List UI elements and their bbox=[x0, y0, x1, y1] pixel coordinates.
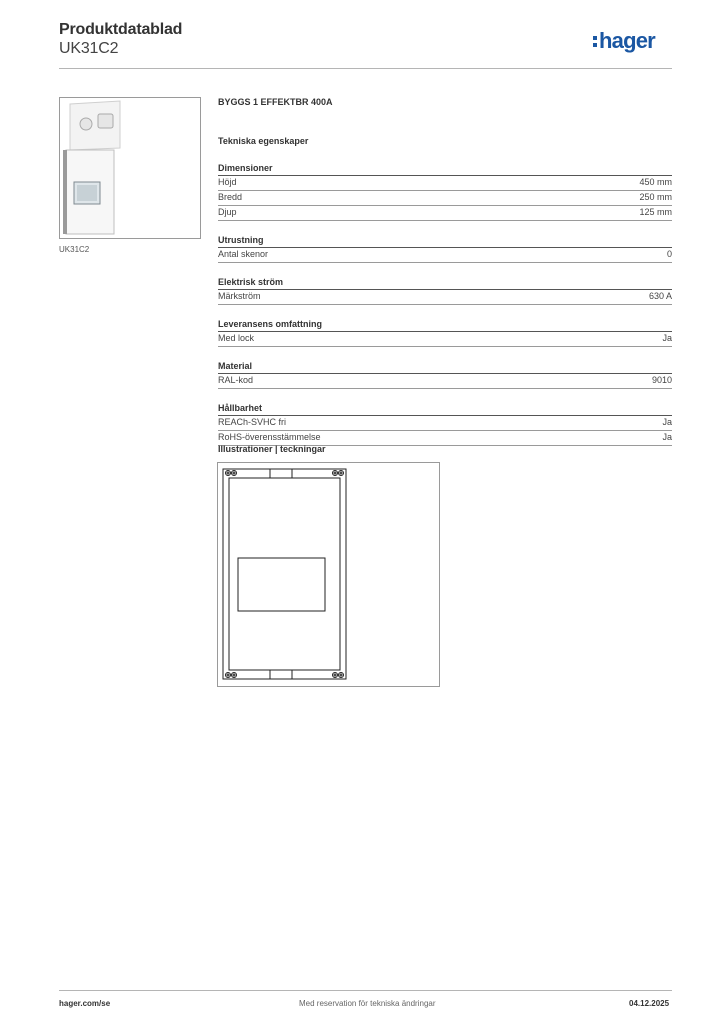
spec-section-title: Elektrisk ström bbox=[218, 277, 672, 290]
spec-label: REACh-SVHC fri bbox=[218, 417, 287, 427]
specs-heading: Tekniska egenskaper bbox=[218, 136, 309, 146]
spec-section-title: Material bbox=[218, 361, 672, 374]
spec-value: 630 A bbox=[648, 291, 672, 301]
spec-label: RoHS-överensstämmelse bbox=[218, 432, 321, 442]
product-code-subtitle: UK31C2 bbox=[59, 40, 119, 57]
spec-value: Ja bbox=[662, 333, 672, 343]
footer-date: 04.12.2025 bbox=[629, 999, 670, 1008]
enclosure-front-drawing bbox=[218, 463, 439, 686]
spec-value: 125 mm bbox=[639, 207, 672, 217]
footer-website-link[interactable]: hager.com/se bbox=[59, 999, 111, 1008]
spec-row bbox=[218, 248, 672, 263]
spec-section-title: Hållbarhet bbox=[218, 403, 672, 416]
spec-label: RAL-kod bbox=[218, 375, 254, 385]
image-caption: UK31C2 bbox=[59, 245, 90, 254]
header-divider bbox=[59, 68, 672, 69]
spec-label: Antal skenor bbox=[218, 249, 269, 259]
spec-row bbox=[218, 416, 672, 431]
spec-section-electric-current bbox=[218, 277, 672, 305]
logo-dots-icon bbox=[593, 36, 597, 47]
spec-value: Ja bbox=[662, 432, 672, 442]
spec-section-equipment bbox=[218, 235, 672, 263]
spec-label: Märkström bbox=[218, 291, 261, 301]
spec-section-title: Dimensioner bbox=[218, 163, 672, 176]
spec-label: Bredd bbox=[218, 192, 243, 202]
spec-row bbox=[218, 290, 672, 305]
spec-value: 450 mm bbox=[639, 177, 672, 187]
product-name: BYGGS 1 EFFEKTBR 400A bbox=[218, 97, 333, 107]
spec-label: Höjd bbox=[218, 177, 237, 187]
spec-section-sustainability bbox=[218, 403, 672, 446]
spec-section-material bbox=[218, 361, 672, 389]
hager-logo bbox=[593, 28, 655, 54]
spec-row bbox=[218, 191, 672, 206]
spec-label: Djup bbox=[218, 207, 237, 217]
specifications-panel bbox=[218, 97, 672, 460]
footer-divider bbox=[59, 990, 672, 991]
spec-row bbox=[218, 374, 672, 389]
product-image bbox=[59, 97, 201, 239]
spec-section-title: Utrustning bbox=[218, 235, 672, 248]
spec-value: 9010 bbox=[651, 375, 672, 385]
spec-label: Med lock bbox=[218, 333, 255, 343]
spec-section-title: Leveransens omfattning bbox=[218, 319, 672, 332]
illustrations-title: Illustrationer | teckningar bbox=[218, 444, 326, 454]
spec-row bbox=[218, 206, 672, 221]
logo-text: hager bbox=[599, 28, 655, 53]
spec-row bbox=[218, 332, 672, 347]
product-photo-illustration bbox=[60, 98, 200, 238]
spec-value: 0 bbox=[666, 249, 672, 259]
page-title: Produktdatablad bbox=[59, 21, 183, 38]
spec-section-dimensions bbox=[218, 163, 672, 221]
spec-value: 250 mm bbox=[639, 192, 672, 202]
spec-section-delivery-scope bbox=[218, 319, 672, 347]
spec-value: Ja bbox=[662, 417, 672, 427]
technical-drawing bbox=[217, 462, 440, 687]
spec-row bbox=[218, 176, 672, 191]
footer-disclaimer: Med reservation för tekniska ändringar bbox=[299, 999, 436, 1008]
